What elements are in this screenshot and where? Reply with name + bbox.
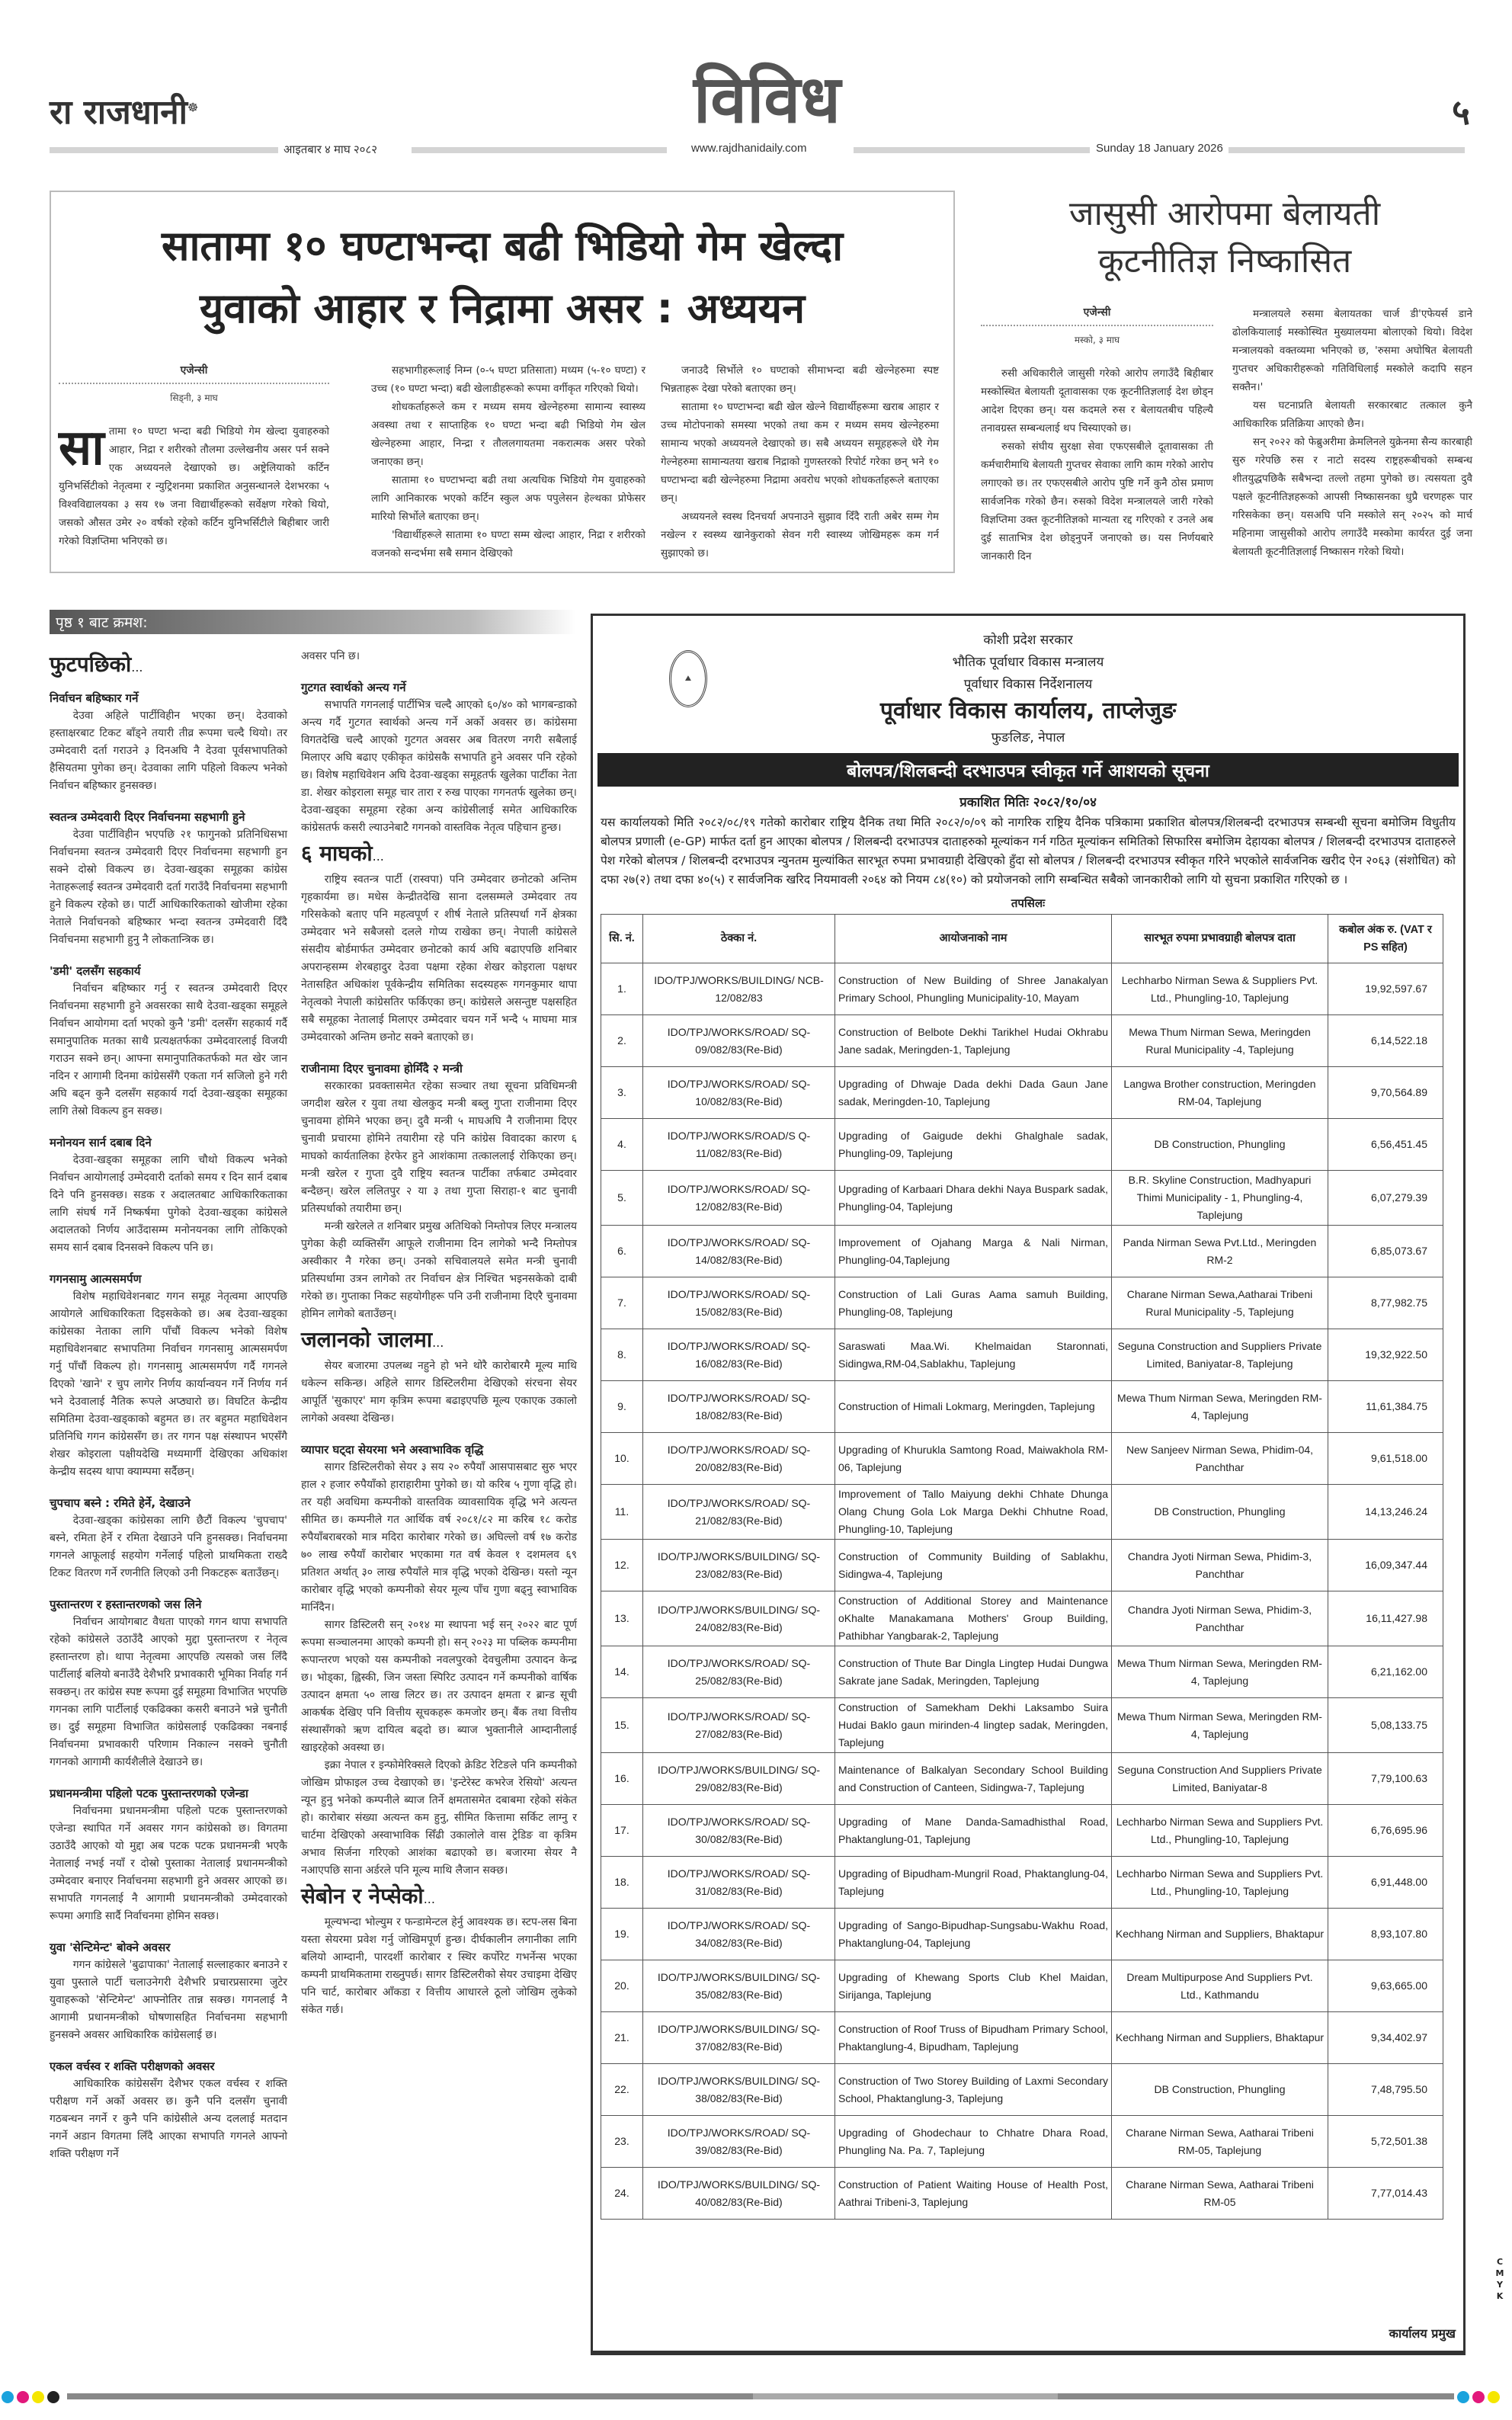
serial-number: 4. [601,1119,643,1171]
byline: एजेन्सी [981,303,1213,326]
table-row [601,2012,1443,2064]
contract-number: IDO/TPJ/WORKS/ROAD/ SQ-18/082/83(Re-Bid) [643,1381,835,1433]
contract-number: IDO/TPJ/WORKS/ROAD/S Q-11/082/83(Re-Bid) [643,1119,835,1171]
footer-rule [753,2393,1058,2399]
bid-amount: 7,48,795.50 [1328,2064,1443,2116]
bidder-name: Chandra Jyoti Nirman Sewa, Phidim-3, Panchthar [1112,1540,1328,1591]
serial-number: 19. [601,1909,643,1960]
bid-amount: 9,61,518.00 [1328,1433,1443,1485]
table-row [601,1909,1443,1960]
serial-number: 13. [601,1591,643,1646]
bidder-name: Mewa Thum Nirman Sewa, Meringden Rural Municipality -4, Taplejung [1112,1015,1328,1067]
bid-amount: 5,72,501.38 [1328,2116,1443,2168]
article-paragraph: 'विद्यार्थीहरूले सातामा १० घण्टा सम्म खेल्दा आहार, निद्रा र शरीरको वजनको सन्दर्भमा सबै समान देखिएको [371,529,645,559]
contract-number: IDO/TPJ/WORKS/BUILDING/ SQ-37/082/83(Re-Bid) [643,2012,835,2064]
date-english: Sunday 18 January 2026 [1096,142,1223,155]
col-header-bidder: सारभूत रुपमा प्रभावग्राही बोलपत्र दाता [1112,915,1328,963]
kicker-text: जलानको जालमा [301,1327,433,1352]
article-paragraph: निर्वाचन आयोगबाट वैधता पाएको गगन थापा सभापति रहेको कांग्रेसले उठाउँदै आएको मुद्दा पुस्तान्तरण र नेतृत्व हस्तान्तरण हो। थापा नेतृत्वमा आएपछि त्यसको जस लिँदै पार्टीलाई बलियो बनाउँदै देशैभरि प्रभावकारी भूमिका निर्वाह गर्न सक्छन्। तर कांग्रेस स्पष्ट रूपमा दुई समूहमा विभाजित भएपछि गगनका लागि पार्टीलाई एकढिक्का कसरी बनाउने भन्ने चुनौती छ। दुई समूहमा विभाजित कांग्रेसलाई एकढिक्का नबनाई निर्वाचनमा प्रभावकारी परिणाम निकाल्न नसक्ने चुनौती गगनको आगामी कार्यशैलीले देखाउने छ। [50,1616,287,1768]
bid-amount: 9,34,402.97 [1328,2012,1443,2064]
divider [854,147,1090,153]
table-row [601,1646,1443,1698]
serial-number: 5. [601,1171,643,1226]
bid-amount: 6,07,279.39 [1328,1171,1443,1226]
emblem-icon: ☸ [187,100,199,115]
drop-cap: सा [59,420,104,476]
project-name: Upgrading of Khurukla Samtong Road, Maiwakhola RM-06, Taplejung [835,1433,1112,1485]
bid-amount: 14,13,246.24 [1328,1485,1443,1540]
table-row [601,1753,1443,1805]
article-paragraph: सातामा १० घण्टाभन्दा बढी खेल खेल्ने विद्यार्थीहरूमा खराब आहार र उच्च मोटोपनाको समस्या भएको तथा कम र मध्यम समय खेल्नेहरुमा सामान्य भएको अध्ययनले देखाएको छ। सबै अध्ययन समूहहरूले धेरै गेम गेल्नेहरुमा सामान्यतया खराब निद्राको गुणस्तरको रिपोर्ट गरेका छन् भने १० घण्टाभन्दा बढी खेल्नेहरुमा निद्रामा अवरोध भएको शोधकर्ताहरूले बताएका छन्। [661,401,939,505]
article-paragraph: मूल्यभन्दा भोल्युम र फन्डामेन्टल हेर्नु आवश्यक छ। स्टप-लस बिना यस्ता सेयरमा प्रवेश गर्नु जोखिमपूर्ण हुन्छ। दीर्घकालीन लगानीका लागि बलियो आम्दानी, पारदर्शी कारोबार र स्थिर कर्पोरेट गभर्नेन्स भएका कम्पनी प्राथमिकतामा राख्नुपर्छ। सागर डिस्टिलरीको सेयर उचाइमा देखिए पनि चार्ट, कारोबार आँकडा र वित्तीय आधारले ठूलो जोखिम लुकेको संकेत गर्छ। [301,1916,577,2016]
article-paragraph: गगन कांग्रेसले 'बुढापाका' नेतालाई सल्लाहकार बनाउने र युवा पुस्ताले पार्टी चलाउनेगरी देशैभरि प्रचारप्रसारमा जुटेर युवाहरूको 'सेन्टिमेन्ट' आफ्नोतिर तान्न सक्छ। गगनलाई नै आगामी प्रधानमन्त्रीको घोषणासहित निर्वाचनमा सहभागी हुनसक्ने अवसर आधिकारिक कांग्रेसलाई छ। [50,1959,287,2041]
continued-story-kicker [301,1883,577,1909]
awarded-contracts-table [601,914,1443,2220]
table-row [601,1277,1443,1329]
table-row [601,1226,1443,1277]
continued-story-kicker [50,652,287,677]
kicker-text: फुटपछिको [50,652,132,677]
ellipsis: ... [432,1335,444,1350]
contract-number: IDO/TPJ/WORKS/ROAD/ SQ-30/082/83(Re-Bid) [643,1805,835,1857]
org-line: भौतिक पूर्वाधार विकास मन्त्रालय [952,655,1104,670]
registration-dot-magenta [17,2391,29,2403]
article-paragraph: यस घटनाप्रति बेलायती सरकारबाट तत्काल कुनै आधिकारिक प्रतिक्रिया आएको छैन। [1232,399,1472,430]
bidder-name: DB Construction, Phungling [1112,1119,1328,1171]
bidder-name: Mewa Thum Nirman Sewa, Meringden RM-4, Taplejung [1112,1698,1328,1753]
article-column [661,361,939,563]
subheading: मनोनयन सार्न दबाब दिने [50,1136,152,1149]
table-header-row [601,915,1443,963]
org-line: पूर्वाधार विकास निर्देशनालय [963,677,1093,692]
article-paragraph: आधिकारिक कांग्रेससँग देशैभर एकल वर्चस्व र शक्ति परीक्षण गर्ने अर्को अवसर छ। कुनै पनि दलसँग चुनावी गठबन्धन नगर्ने र कुनै पनि कांग्रेसीले अन्य दललाई मतदान नगर्ने अडान विगतमा लिँदै आएका सभापति गगनले आफ्नो शक्ति परीक्षण गर्ने [50,2078,287,2160]
bid-amount: 8,77,982.75 [1328,1277,1443,1329]
table-row [601,1381,1443,1433]
bid-amount: 11,61,384.75 [1328,1381,1443,1433]
contract-number: IDO/TPJ/WORKS/ROAD/ SQ-21/082/83(Re-Bid) [643,1485,835,1540]
contract-number: IDO/TPJ/WORKS/ROAD/ SQ-34/082/83(Re-Bid) [643,1909,835,1960]
bid-amount: 16,09,347.44 [1328,1540,1443,1591]
bidder-name: Chandra Jyoti Nirman Sewa, Phidim-3, Panchthar [1112,1591,1328,1646]
serial-number: 3. [601,1067,643,1119]
project-name: Construction of Two Storey Building of Laxmi Secondary School, Phaktanglung-3, Taplejung [835,2064,1112,2116]
article-paragraph: सरकारका प्रवक्तासमेत रहेका सञ्चार तथा सूचना प्रविधिमन्त्री जगदीश खरेल र युवा तथा खेलकुद मन्त्री बब्लु गुप्ता राजीनामा दिएर चुनावमा होमिने भएका छन्। दुवै मन्त्री ५ माघअघि नै राजीनामा दिएर चुनावी प्रचारमा होमिने तयारीमा रहे पनि कांग्रेस विवादका कारण ६ माघको कार्यतालिका हेरफेर हुने आशंकामा तत्काललाई रोकिएका छन्। मन्त्री खरेल र गुप्ता दुवै राष्ट्रिय स्वतन्त्र पार्टीका तर्फबाट उम्मेदवार बन्दैछन्। खरेल ललितपुर २ या ३ तथा गुप्ता सिराहा-१ बाट चुनावी प्रतिस्पर्धाको तयारीमा छन्। [301,1080,577,1215]
government-emblem-icon: ⛰ [669,650,707,707]
continued-story-kicker [301,841,577,866]
contract-number: IDO/TPJ/WORKS/BUILDING/ SQ-40/082/83(Re-Bid) [643,2168,835,2220]
left-column-1 [50,648,287,2163]
project-name: Construction of Patient Waiting House of Health Post, Aathrai Tribeni-3, Taplejung [835,2168,1112,2220]
project-name: Construction of Roof Truss of Bipudham Primary School, Phaktanglung-4, Bipudham, Taplejung [835,2012,1112,2064]
article-paragraph: देउवा-खड्का समूहका लागि चौथो विकल्प भनेको निर्वाचन आयोगलाई उम्मेदवारी दर्ताको समय र दिन सार्न दबाब दिने पनि हुनसक्छ। सडक र अदालतबाट आधिकारिकताका लागि संघर्ष गर्ने निष्कर्षमा पुगेको देउवा-खड्का कांग्रेसले अदालतको निर्णय आउँदासम्म मनोनयनका लागि तोकिएको समय सार्न दबाब दिनसक्ने विकल्प पनि छ। [50,1154,287,1254]
footer-rule [1058,2393,1454,2399]
subheading: पुस्तान्तरण र हस्तान्तरणको जस लिने [50,1598,202,1611]
article-paragraph: सागर डिस्टिलरी सन् २०१४ मा स्थापना भई सन् २०२२ बाट पूर्ण रूपमा सञ्चालनमा आएको कम्पनी हो। सन् २०२३ मा पब्लिक कम्पनीमा रूपान्तरण भएको यस कम्पनीको नवलपुरको देवचुलीमा उत्पादन केन्द्र छ। भोड्का, ह्विस्की, जिन जस्ता स्पिरिट उत्पादन गर्ने कम्पनीको वार्षिक उत्पादन क्षमता ५० लाख लिटर छ। तर उत्पादन क्षमता र ब्रान्ड सूची आकर्षक देखिए पनि वित्तीय सूचकहरू कमजोर छन्। बैंक तथा वित्तीय संस्थासँगको ऋण दायित्व बढ्दो छ। ब्याज भुक्तानीले आम्दानीलाई खाइरहेको अवस्था छ। [301,1619,577,1754]
contract-number: IDO/TPJ/WORKS/ROAD/ SQ-12/082/83(Re-Bid) [643,1171,835,1226]
office-location: फुङलिङ, नेपाल [991,730,1065,745]
bidder-name: Langwa Brother construction, Meringden RM-04, Taplejung [1112,1067,1328,1119]
contract-number: IDO/TPJ/WORKS/ROAD/ SQ-25/082/83(Re-Bid) [643,1646,835,1698]
project-name: Construction of Samekham Dekhi Laksambo Suira Hudai Baklo gaun mirinden-4 lingtep sadak, Meringden, Taplejung [835,1698,1112,1753]
bidder-name: Charane Nirman Sewa, Aatharai Tribeni RM-05, Taplejung [1112,2116,1328,2168]
website-link[interactable]: www.rajdhanidaily.com [691,142,807,155]
contract-number: IDO/TPJ/WORKS/ROAD/ SQ-20/082/83(Re-Bid) [643,1433,835,1485]
article-paragraph: देउवा पार्टीविहीन भएपछि २१ फागुनको प्रतिनिधिसभा निर्वाचनमा स्वतन्त्र उम्मेदवारी दिएर निर्वाचनमा सहभागी हुन सक्ने दोस्रो विकल्प छ। देउवा-खड्का समूहका कांग्रेस नेताहरूलाई स्वतन्त्र उम्मेदवारी दर्ता गराउँदै निर्वाचनमा सहभागी हुने विकल्प रहेको छ। पार्टी आधिकारिकताको खोजीमा रहेका नेताले निर्वाचनको बहिष्कार भन्दा स्वतन्त्र उम्मेदवारी दिँदै निर्वाचनमा सहभागी हुनु नै लोकतान्त्रिक छ। [50,829,287,946]
dateline: सिड्नी, ३ माघ [170,393,218,403]
serial-number: 21. [601,2012,643,2064]
footer-rule [67,2393,753,2399]
spy-article [962,191,1488,575]
serial-number: 2. [601,1015,643,1067]
bidder-name: DB Construction, Phungling [1112,1485,1328,1540]
kicker-text: ६ माघको [301,841,373,866]
bid-amount: 6,76,695.96 [1328,1805,1443,1857]
serial-number: 22. [601,2064,643,2116]
project-name: Construction of Belbote Dekhi Tarikhel Hudai Okhrabu Jane sadak, Meringden-1, Taplejung [835,1015,1112,1067]
article-paragraph: शोधकर्ताहरूले कम र मध्यम समय खेल्नेहरुमा सामान्य स्वास्थ्य अवस्था तथा र साप्ताहिक १० घण्टा भन्दा बढी भिडियो गेम खेल खेल्नेहरुमा आहार, निन्द्रा र तौललगायतमा नकरात्मक असर परेको जनाएका छन्। [371,401,645,468]
project-name: Upgrading of Gaigude dekhi Ghalghale sadak, Phungling-09, Taplejung [835,1119,1112,1171]
project-name: Construction of Lali Guras Aama samuh Building, Phungling-08, Taplejung [835,1277,1112,1329]
published-date: प्रकाशित मितिः २०८२/१०/०४ [959,795,1097,810]
headline-line: सातामा १० घण्टाभन्दा बढी भिडियो गेम खेल्दा [161,222,844,270]
article-paragraph: सातामा १० घण्टाभन्दा बढी तथा अत्यधिक भिडियो गेम युवाहरुको लागि आनिकारक भएको कर्टिन स्कुल अफ पपुलेसन हेल्थका प्रोफेसर मारियो सिर्भोले बताएका छन्। [371,474,645,523]
col-header-bid-amount: कबोल अंक रु. (VAT र PS सहित) [1328,915,1443,963]
registration-dot-yellow [1488,2391,1500,2403]
bidder-name: Panda Nirman Sewa Pvt.Ltd., Meringden RM-2 [1112,1226,1328,1277]
bidder-name: Mewa Thum Nirman Sewa, Meringden RM-4, Taplejung [1112,1646,1328,1698]
subheading: स्वतन्त्र उम्मेदवारी दिएर निर्वाचनमा सहभागी हुने [50,810,245,824]
article-paragraph: तामा १० घण्टा भन्दा बढी भिडियो गेम खेल्दा युवाहरुको आहार, निद्रा र शरीरको तौलमा उल्लेखनीय असर पर्न सक्ने एक अध्ययनले देखाएको छ। अष्ट्रेलियाको कर्टिन युनिभर्सिटीको नेतृत्वमा र न्युट्रिशनमा प्रकाशित अनुसन्धानले देशभरका ५ विश्वविद्यालयका ३ सय १७ जना विद्यार्थीहरूको सर्वेक्षण गरेको थियो, जसको औसत उमेर २० वर्षको रहेको कर्टिन युनिभर्सिटीले बिहीबार जारी गरेको विज्ञप्तिमा भनिएको छ। [59,425,329,547]
bid-amount: 7,79,100.63 [1328,1753,1443,1805]
bid-amount: 7,77,014.43 [1328,2168,1443,2220]
contract-number: IDO/TPJ/WORKS/ROAD/ SQ-09/082/83(Re-Bid) [643,1015,835,1067]
office-chief-signature: कार्यालय प्रमुख [1389,2326,1456,2341]
serial-number: 9. [601,1381,643,1433]
col-header-sn: सि. नं. [601,915,643,963]
org-line: कोशी प्रदेश सरकार [983,633,1073,648]
notice-title: बोलपत्र/शिलबन्दी दरभाउपत्र स्वीकृत गर्ने आशयको सूचना [597,753,1459,787]
contract-number: IDO/TPJ/WORKS/BUILDING/ SQ-38/082/83(Re-Bid) [643,2064,835,2116]
serial-number: 8. [601,1329,643,1381]
page-number: ५ [1452,91,1470,133]
table-row [601,1015,1443,1067]
project-name: Construction of New Building of Shree Janakalyan Primary School, Phungling Municipality-10, Mayam [835,963,1112,1015]
article-paragraph: मन्त्रालयले रुसमा बेलायतका चार्ज डी'एफेयर्स डाने ढोलकियालाई मस्कोस्थित मुख्यालयमा बोलाएको थियो। विदेश मन्त्रालयको वक्तव्यमा भनिएको छ, 'रुसमा अघोषित बेलायती गुप्तचर अधिकारीहरूको गतिविधिलाई मस्कोले कदापि सहन सक्तैन।' [1232,308,1472,393]
bidder-name: Charane Nirman Sewa,Aatharai Tribeni Rural Municipality -5, Taplejung [1112,1277,1328,1329]
article-paragraph: रुसको संघीय सुरक्षा सेवा एफएसबीले दूतावासका ती कर्मचारीमाथि बेलायती गुप्तचर सेवाका लागि काम गरेको आरोप लगाएको छ। तर एफएसबीले आरोप पुष्टि गर्ने कुनै ठोस प्रमाण सार्वजनिक गरेको छैन। रुसको विदेश मन्त्रालयले जारी गरेको विज्ञप्तिमा उक्त कूटनीतिज्ञको मान्यता रद्द गरिएको र उनले अब दुई साताभित्र देश छोड्नुपर्ने जनाएको छ। यस निर्णयबारे जानकारी दिन [981,441,1213,563]
subheading: राजीनामा दिएर चुनावमा होमिँदै २ मन्त्री [301,1062,463,1075]
bidder-name: Seguna Construction And Suppliers Private Limited, Baniyatar-8 [1112,1753,1328,1805]
serial-number: 7. [601,1277,643,1329]
divider [50,147,278,153]
subheading: 'डमी' दलसँग सहकार्य [50,964,141,978]
table-row [601,2116,1443,2168]
bid-amount: 6,56,451.45 [1328,1119,1443,1171]
video-game-article [50,191,955,573]
contract-number: IDO/TPJ/WORKS/BUILDING/ NCB-12/082/83 [643,963,835,1015]
divider [412,147,667,153]
project-name: Upgrading of Mane Danda-Samadhisthal Road, Phaktanglung-01, Taplejung [835,1805,1112,1857]
contract-number: IDO/TPJ/WORKS/ROAD/ SQ-10/082/83(Re-Bid) [643,1067,835,1119]
article-paragraph: निर्वाचन बहिष्कार गर्नु र स्वतन्त्र उम्मेदवारी दिएर निर्वाचनमा सहभागी हुने अवसरका साथै देउवा-खड्का समूहले निर्वाचन आयोगमा दर्ता भएको कुनै 'डमी' दलसँग सहकार्य गर्दै समानुपातिक मतका साथै प्रत्यक्षतर्फका उम्मेदवारलाई विजयी गराउन सक्ने छन्। आफ्ना समानुपातिकतर्फको मत खेर जान नदिन र आगामी दिनमा कांग्रेससँगै एकता गर्न सजिलो हुने गरी अघि बढ्न कुनै दलसँग सहकार्य गर्दा देउवा-खड्का समूहका लागि तेस्रो विकल्प हुन सक्छ। [50,982,287,1117]
serial-number: 20. [601,1960,643,2012]
serial-number: 11. [601,1485,643,1540]
project-name: Construction of Community Building of Sablakhu, Sidingwa-4, Taplejung [835,1540,1112,1591]
contract-number: IDO/TPJ/WORKS/ROAD/ SQ-16/082/83(Re-Bid) [643,1329,835,1381]
article-column [981,364,1213,566]
article-paragraph: सभापति गगनलाई पार्टीभित्र चल्दै आएको ६०/४० को भागबन्डाको अन्त्य गर्दै गुटगत स्वार्थको अन्त्य गर्ने अर्को अवसर छ। कांग्रेसमा विगतदेखि चल्दै आएको गुटगत अवसर अब वितरण नगरी सबैलाई मिलाएर अघि बढाए एकीकृत कांग्रेसकै सभापति हुने अवसर पनि रहेको छ। विशेष महाधिवेशन अघि देउवा-खड्का समूहतर्फ खुलेका पार्टीका नेता डा. शेखर कोइराला समूह चार तारा र रुख पाएका गगनतर्फ खुलेका छन्। देउवा-खड्का समूहमा रहेका अन्य कांग्रेसीलाई समेत आधिकारिक कांग्रेसतर्फ कसरी ल्याउनेबाटै गगनको वास्तविक नेतृत्व पहिचान हुन्छ। [301,699,577,834]
logo-text: रा राजधानी [50,93,188,132]
article-paragraph: सन् २०२२ को फेब्रुअरीमा क्रेमलिनले युक्रेनमा सैन्य कारबाही सुरु गरेपछि रुस र नाटो सदस्य राष्ट्रहरूबीचको सम्बन्ध शीतयुद्धपछिकै सबैभन्दा तल्लो तहमा पुगेको छ। त्यसयता दुवै पक्षले कूटनीतिज्ञहरूको आपसी निष्कासनका धुप्रै चरणहरू पार गरिसकेका छन्। यसअघि पनि मस्कोले सन् २०२५ को मार्च महिनामा जासुसीको आरोप लगाउँदै मस्कोमा कार्यरत दुई जना बेलायती कूटनीतिज्ञलाई निष्कासन गरेको थियो। [1232,436,1472,558]
ellipsis: ... [131,660,143,675]
project-name: Improvement of Tallo Maiyung dekhi Chhate Dhunga Olang Chung Gola Lok Marga Dekhi Chhutne Road, Phungling-10, Taplejung [835,1485,1112,1540]
section-title: विविध [694,62,841,138]
bid-amount: 5,08,133.75 [1328,1698,1443,1753]
contract-number: IDO/TPJ/WORKS/ROAD/ SQ-14/082/83(Re-Bid) [643,1226,835,1277]
bidder-name: Kechhang Nirman and Suppliers, Bhaktapur [1112,2012,1328,2064]
table-row [601,1433,1443,1485]
bid-amount: 6,21,162.00 [1328,1646,1443,1698]
subheading: युवा 'सेन्टिमेन्ट' बोक्ने अवसर [50,1941,171,1954]
contract-number: IDO/TPJ/WORKS/BUILDING/ SQ-24/082/83(Re-Bid) [643,1591,835,1646]
subheading: निर्वाचन बहिष्कार गर्ने [50,691,139,705]
kicker-text: सेबोन र नेप्सेको [301,1883,424,1909]
notice-body: यस कार्यालयको मिति २०८२/०८/१९ गतेको कारोबार राष्ट्रिय दैनिक तथा मिति २०८२/०/०९ को नागरिक राष्ट्रिय दैनिक पत्रिकामा प्रकाशित बोलपत्र/शिलबन्दी दरभाउपत्र सम्बन्धी सूचना बमोजिम विधुतीय बोलपत्र प्रणाली (e-GP) मार्फत दर्ता हुन आएका बोलपत्र / शिलबन्दी दरभाउपत्र दाताहरुको मूल्यांकन गर्न गठित मूल्यांकन समितिको सिफारिस बमोजिम देहायका बोलपत्र / शिलबन्दी दरभाउपत्र दाताहरुले पेश गरेको बोलपत्र / शिलबन्दी दरभाउपत्र न्युनतम मुल्यांकित सारभूत रुपमा प्रभावग्राही देखिएको हुँदा सो बोलपत्र / शिलबन्दी दरभाउपत्र स्वीकृत गरिने भएकोले सार्वजनिक खरीद ऐन २०६३ (संशोधित) को दफा २७(२) तथा दफा ४०(५) र सार्वजनिक खरिद नियमावली २०६४ को नियम ८४(१०) को प्रयोजनको लागि सम्बन्धित सबैको जानकारीको लागि यो सुचना प्रकाशित गरिएको छ । [601,816,1456,886]
headline-line: कूटनीतिज्ञ निष्कासित [1097,242,1352,280]
article-paragraph: सागर डिस्टिलरीको सेयर ३ सय २० रुपैयाँ आसपासबाट सुरु भएर हाल २ हजार रुपैयाँको हाराहारीमा पुगेको छ। यो करिब ५ गुणा वृद्धि हो। तर यही अवधिमा कम्पनीको वास्तविक व्यावसायिक वृद्धि भने अत्यन्त सीमित छ। कम्पनीले गत आर्थिक वर्ष २०८१/८२ मा करिब १८ करोड रुपैयाँबराबरको मात्र मदिरा कारोबार गरेको छ। अघिल्लो वर्ष १७ करोड ७० लाख रुपैयाँ कारोबार भएकामा गत वर्ष केवल १ दशमलव ६९ प्रतिशत अर्थात् ३० लाख रुपैयाँले मात्र वृद्धि भएको देखिन्छ। यस्तो न्यून कारोबार वृद्धि भएको कम्पनीको सेयर मूल्य पाँच गुणा बढ्नु स्वाभाविक मानिँदैन। [301,1461,577,1614]
article-paragraph: विशेष महाधिवेशनबाट गगन समूह नेतृत्वमा आएपछि आयोगले आधिकारिकता दिइसकेको छ। अब देउवा-खड्का कांग्रेसका नेताका लागि पाँचौं विकल्प भनेको विशेष महाधिवेशनबाट सभापतिमा निर्वाचन गगनसामु आत्मसमर्पण गर्नु पाँचौं विकल्प हो। गगनसामु आत्मसमर्पण गर्दै गगनले दिएको 'खाने' र चुप लागेर निर्णय कार्यान्वयन गर्ने निर्णय गर्न भने देउवालाई नैतिक रूपले अप्ठ्यारो छ। विघटित केन्द्रीय समितिमा देउवा-खड्काको बहुमत छ। तर बहुमत महाधिवेशन प्रतिनिधि गगन कांग्रेससँग छ। तर गगन पक्ष संस्थापन भएसँगै शेखर कोइराला पक्षीयदेखि मध्यमार्गी देखिएका अधिकांश केन्द्रीय सदस्य थापा क्याम्पमा सर्दैछन्। [50,1290,287,1478]
contract-number: IDO/TPJ/WORKS/BUILDING/ SQ-23/082/83(Re-Bid) [643,1540,835,1591]
subheading: प्रधानमन्त्रीमा पहिलो पटक पुस्तान्तरणको एजेन्डा [50,1787,248,1800]
divider [1228,147,1465,153]
subheading: गुटगत स्वार्थको अन्त्य गर्ने [301,681,406,694]
ellipsis: ... [372,849,384,864]
office-name: पूर्वाधार विकास कार्यालय, ताप्लेजुङ [879,697,1177,724]
table-row [601,1591,1443,1646]
article-paragraph: सेयर बजारमा उपलब्ध नहुने हो भने थोरै कारोबारमै मूल्य माथि धकेल्न सकिन्छ। अहिले सागर डिस्टिलरीमा देखिएको संरचना सेयर आपूर्ति 'सुकाएर' माग कृत्रिम रूपमा बढाइएपछि मूल्य एकाएक उकालो लागेको अवस्था देखिन्छ। [301,1360,577,1425]
bid-amount: 19,32,922.50 [1328,1329,1443,1381]
article-paragraph: राष्ट्रिय स्वतन्त्र पार्टी (रास्वपा) पनि उम्मेदवार छनोटको अन्तिम गृहकार्यमा छ। मधेस केन्द्रीतदेखि साना दलसम्मले उम्मेदवार तय गरिसकेको बताए पनि महत्वपूर्ण र शीर्ष नेताले प्रतिस्पर्धा गर्ने क्षेत्रका उम्मेदवार भने सबैजसो दलले गोप्य राखेका छन्। नेपाली कांग्रेसले संसदीय बोर्डमार्फत उम्मेदवार छनोटको कार्य अघि बढाएपछि शनिबार अपरान्हसम्म शेरबहादुर देउवा पक्षमा रहेका शेखर कोइराला पक्षधर नेतासहित अधिकांश पूर्वकेन्द्रीय समितिका सदस्यहरू गगनकुमार थापा नेतृत्वको नेपाली कांग्रेसतिर फर्किएका छन्। कांग्रेसले असन्तुष्ट पक्षसहित सबै समूहका नेतालाई मिलाएर उम्मेदवार चयन गर्ने भन्दै ५ माघमा मात्र उम्मेदवारको अन्तिम छनोट सक्ने बताएको छ। [301,873,577,1043]
bid-amount: 8,93,107.80 [1328,1909,1443,1960]
bidder-name: New Sanjeev Nirman Sewa, Phidim-04, Panchthar [1112,1433,1328,1485]
bid-amount: 6,14,522.18 [1328,1015,1443,1067]
contract-number: IDO/TPJ/WORKS/ROAD/ SQ-15/082/83(Re-Bid) [643,1277,835,1329]
table-row [601,1698,1443,1753]
bid-amount: 6,85,073.67 [1328,1226,1443,1277]
details-label: तपसिलः [1011,896,1046,910]
serial-number: 12. [601,1540,643,1591]
article-paragraph: देउवा-खड्का कांग्रेसका लागि छैटौं विकल्प 'चुपचाप' बस्ने, रमिता हेर्ने र रमिता देखाउने पनि हुनसक्छ। निर्वाचनमा गगनले आफूलाई सहयोग गर्नेलाई पहिलो प्राथमिकता राख्दै टिकट वितरण गर्ने रणनीति लिएको उनी निकटहरू बताउँछन्। [50,1515,287,1579]
article-paragraph: जनाउदै सिर्भोले १० घण्टाको सीमाभन्दा बढी खेल्नेहरुमा स्पष्ट भिन्नताहरू देखा परेको बताएका छन्। [661,364,939,395]
contract-number: IDO/TPJ/WORKS/ROAD/ SQ-31/082/83(Re-Bid) [643,1857,835,1909]
organization-lines [593,630,1463,696]
contract-number: IDO/TPJ/WORKS/ROAD/ SQ-27/082/83(Re-Bid) [643,1698,835,1753]
project-name: Upgrading of Sango-Bipudhap-Sungsabu-Wakhu Road, Phaktanglung-04, Taplejung [835,1909,1112,1960]
serial-number: 6. [601,1226,643,1277]
headline-line: जासुसी आरोपमा बेलायती [1068,194,1381,233]
ellipsis: ... [423,1892,435,1906]
bid-amount: 6,91,448.00 [1328,1857,1443,1909]
bidder-name: Lechharbo Nirman Sewa and Suppliers Pvt. Ltd., Phungling-10, Taplejung [1112,1805,1328,1857]
contract-number: IDO/TPJ/WORKS/BUILDING/ SQ-35/082/83(Re-Bid) [643,1960,835,2012]
col-header-contract-no: ठेक्का नं. [643,915,835,963]
table-row [601,1857,1443,1909]
serial-number: 18. [601,1857,643,1909]
headline-line: युवाको आहार र निद्रामा असर : अध्ययन [199,284,806,332]
article-column [371,361,645,563]
project-name: Construction of Himali Lokmarg, Meringden, Taplejung [835,1381,1112,1433]
serial-number: 10. [601,1433,643,1485]
table-row [601,1119,1443,1171]
bid-amount: 9,70,564.89 [1328,1067,1443,1119]
serial-number: 23. [601,2116,643,2168]
col-header-project-name: आयोजनाको नाम [835,915,1112,963]
serial-number: 15. [601,1698,643,1753]
bidder-name: B.R. Skyline Construction, Madhyapuri Thimi Municipality - 1, Phungling-4, Taplejung [1112,1171,1328,1226]
registration-dot-magenta [1472,2391,1485,2403]
project-name: Upgrading of Karbaari Dhara dekhi Naya Buspark sadak, Phungling-04, Taplejung [835,1171,1112,1226]
serial-number: 1. [601,963,643,1015]
table-row [601,963,1443,1015]
cmyk-mark: C M Y K [1495,2257,1504,2301]
registration-dot-yellow [32,2391,44,2403]
serial-number: 14. [601,1646,643,1698]
article-paragraph: अवसर पनि छ। [301,650,360,662]
bid-amount: 19,92,597.67 [1328,963,1443,1015]
serial-number: 16. [601,1753,643,1805]
serial-number: 17. [601,1805,643,1857]
project-name: Construction of Additional Storey and Maintenance oKhalte Manakamana Mothers' Group Building, Pathibhar Yangbarak-2, Taplejung [835,1591,1112,1646]
article-headline [51,215,953,340]
bid-amount: 16,11,427.98 [1328,1591,1443,1646]
registration-dot-cyan [2,2391,14,2403]
project-name: Improvement of Ojahang Marga & Nali Nirman, Phungling-04,Taplejung [835,1226,1112,1277]
table-row [601,1485,1443,1540]
article-paragraph: मन्त्री खरेलले त शनिबार प्रमुख अतिथिको निम्तोपत्र लिएर मन्त्रालय पुगेका केही व्यक्तिसँग आफूले राजीनामा दिन लागेको भन्दै निम्तोपत्र अस्वीकार नै गरेका छन्। उनको सचिवालयले समेत मन्त्री चुनावी प्रतिस्पर्धामा उत्रन लागेको तर निर्वाचन क्षेत्र निश्चित भइनसकेको दाबी गरेको छ। गुप्ताका निकट सहयोगीहरू पनि उनी राजीनामा दिएरै चुनावमा होमिन लागेको बताउँछन्। [301,1220,577,1320]
bidder-name: Lechharbo Nirman Sewa and Suppliers Pvt. Ltd., Phungling-10, Taplejung [1112,1857,1328,1909]
bidder-name: Seguna Construction and Suppliers Private Limited, Baniyatar-8, Taplejung [1112,1329,1328,1381]
date-nepali: आइतबार ४ माघ २०८२ [284,143,378,156]
project-name: Upgrading of Dhwaje Dada dekhi Dada Gaun Jane sadak, Meringden-10, Taplejung [835,1067,1112,1119]
project-name: Upgrading of Ghodechaur to Chhatre Dhara Road, Phungling Na. Pa. 7, Taplejung [835,2116,1112,2168]
bidder-name: Kechhang Nirman and Suppliers, Bhaktapur [1112,1909,1328,1960]
byline: एजेन्सी [59,361,329,384]
article-paragraph: अध्ययनले स्वस्थ दिनचर्या अपनाउने सुझाव दिँदै राती अबेर सम्म गेम नखेल्न र स्वस्थ्य खानेकुराको सेवन गरी स्वास्थ्य जोखिमहरू कम गर्न सुझाएको छ। [661,511,939,559]
bidder-name: Mewa Thum Nirman Sewa, Meringden RM-4, Taplejung [1112,1381,1328,1433]
table-row [601,1540,1443,1591]
tender-notice [591,614,1466,2355]
table-row [601,1960,1443,2012]
contract-number: IDO/TPJ/WORKS/ROAD/ SQ-39/082/83(Re-Bid) [643,2116,835,2168]
bidder-name: Dream Multipurpose And Suppliers Pvt. Ltd., Kathmandu [1112,1960,1328,2012]
continued-from-page-1-bar: पृष्ठ १ बाट क्रमश: [50,610,575,634]
subheading: गगनसामु आत्मसमर्पण [50,1272,142,1286]
table-row [601,2168,1443,2220]
article-headline [962,191,1488,285]
subheading: चुपचाप बस्ने : रमिते हेर्ने, देखाउने [50,1496,191,1510]
table-row [601,1171,1443,1226]
registration-dot-cyan [1457,2391,1469,2403]
bidder-name: DB Construction, Phungling [1112,2064,1328,2116]
bid-amount: 9,63,665.00 [1328,1960,1443,2012]
contract-number: IDO/TPJ/WORKS/BUILDING/ SQ-29/082/83(Re-Bid) [643,1753,835,1805]
registration-dot-black [47,2391,59,2403]
dateline: मस्को, ३ माघ [1074,335,1120,345]
table-row [601,2064,1443,2116]
project-name: Construction of Thute Bar Dingla Lingtep Hudai Dungwa Sakrate jane Sadak, Meringden, Taplejung [835,1646,1112,1698]
project-name: Upgrading of Khewang Sports Club Khel Maidan, Sirijanga, Taplejung [835,1960,1112,2012]
article-paragraph: इक्रा नेपाल र इन्फोमेरिक्सले दिएको क्रेडिट रेटिङले पनि कम्पनीको जोखिम प्रोफाइल उच्च देखाएको छ। 'इन्टेरेस्ट कभरेज रेसियो' अत्यन्त न्यून हुनु भनेको कम्पनीले ब्याज तिर्ने क्षमतासमेत दबाबमा रहेको संकेत हो। कारोबार संख्या अत्यन्त कम हुनु, सीमित कित्तामा सर्किट लाग्नु र चार्टमा देखिएको अस्वाभाविक सिँढी उकालोले वास ट्रेडिङ वा कृत्रिम अभाव सिर्जना गरिएको आशंका बढाएको छ। बजारमा सेयर नै नआएपछि साना अर्डरले पनि मूल्य माथि लैजान सक्छ। [301,1759,577,1877]
bidder-name: Lechharbo Nirman Sewa & Suppliers Pvt. Ltd., Phungling-10, Taplejung [1112,963,1328,1015]
serial-number: 24. [601,2168,643,2220]
project-name: Saraswati Maa.Wi. Khelmaidan Staronnati, Sidingwa,RM-04,Sablakhu, Taplejung [835,1329,1112,1381]
project-name: Maintenance of Balkalyan Secondary School Building and Construction of Canteen, Sidingwa-7, Taplejung [835,1753,1112,1805]
left-column-2 [301,648,577,2019]
article-column [1232,305,1472,561]
project-name: Upgrading of Bipudham-Mungril Road, Phaktanglung-04, Taplejung [835,1857,1112,1909]
table-row [601,1067,1443,1119]
article-paragraph: रुसी अधिकारीले जासुसी गरेको आरोप लगाउँदै बिहीबार मस्कोस्थित बेलायती दूतावासका एक कूटनीतिज्ञलाई देश छोड्न आदेश दिएका छन्। यस कदमले रुस र बेलायतबीच पहिल्यै तनावग्रस्त सम्बन्धलाई थप चिस्याएको छ। [981,367,1213,434]
continued-story-kicker [301,1327,577,1352]
subheading: एकल वर्चस्व र शक्ति परीक्षणको अवसर [50,2059,215,2073]
newspaper-logo[interactable] [50,88,198,133]
subheading: व्यापार घट्दा सेयरमा भने अस्वाभाविक वृद्धि [301,1443,484,1457]
article-paragraph: निर्वाचनमा प्रधानमन्त्रीमा पहिलो पटक पुस्तान्तरणको एजेन्डा स्थापित गर्ने अवसर गगन कांग्रेसको छ। विगतमा उठाउँदै आएको यो मुद्दा अब पटक पटक प्रधानमन्त्री भएकै नेतालाई नभई नयाँ र दोस्रो पुस्ताका नेतालाई प्रधानमन्त्रीको उम्मेदवार बनाएर निर्वाचनमा सहभागी हुने अवसर आएको छ। सभापति गगनलाई नै आगामी प्रधानमन्त्रीको उम्मेदवारको रूपमा अगाडि सार्दै निर्वाचनमा होमिन सक्छ। [50,1805,287,1922]
article-paragraph: सहभागीहरूलाई निम्न (०-५ घण्टा प्रतिसाता) मध्यम (५-१० घण्टा) र उच्च (१० घण्टा भन्दा) बढी खेलाडीहरूको रूपमा वर्गीकृत गरिएको थियो। [371,364,645,395]
bidder-name: Charane Nirman Sewa, Aatharai Tribeni RM-05 [1112,2168,1328,2220]
table-row [601,1329,1443,1381]
article-paragraph: देउवा अहिले पार्टीविहीन भएका छन्। देउवाको हस्ताक्षरबाट टिकट बाँड्ने तयारी तीव्र रूपमा चल्दै थियो। तर उम्मेदवारी दर्ता गराउने ३ दिनअघि नै देउवा पूर्वसभापतिको हैसियतमा पुगेका छन्। देउवाका लागि पहिलो विकल्प भनेको निर्वाचन बहिष्कार हुनसक्छ। [50,710,287,792]
table-row [601,1805,1443,1857]
